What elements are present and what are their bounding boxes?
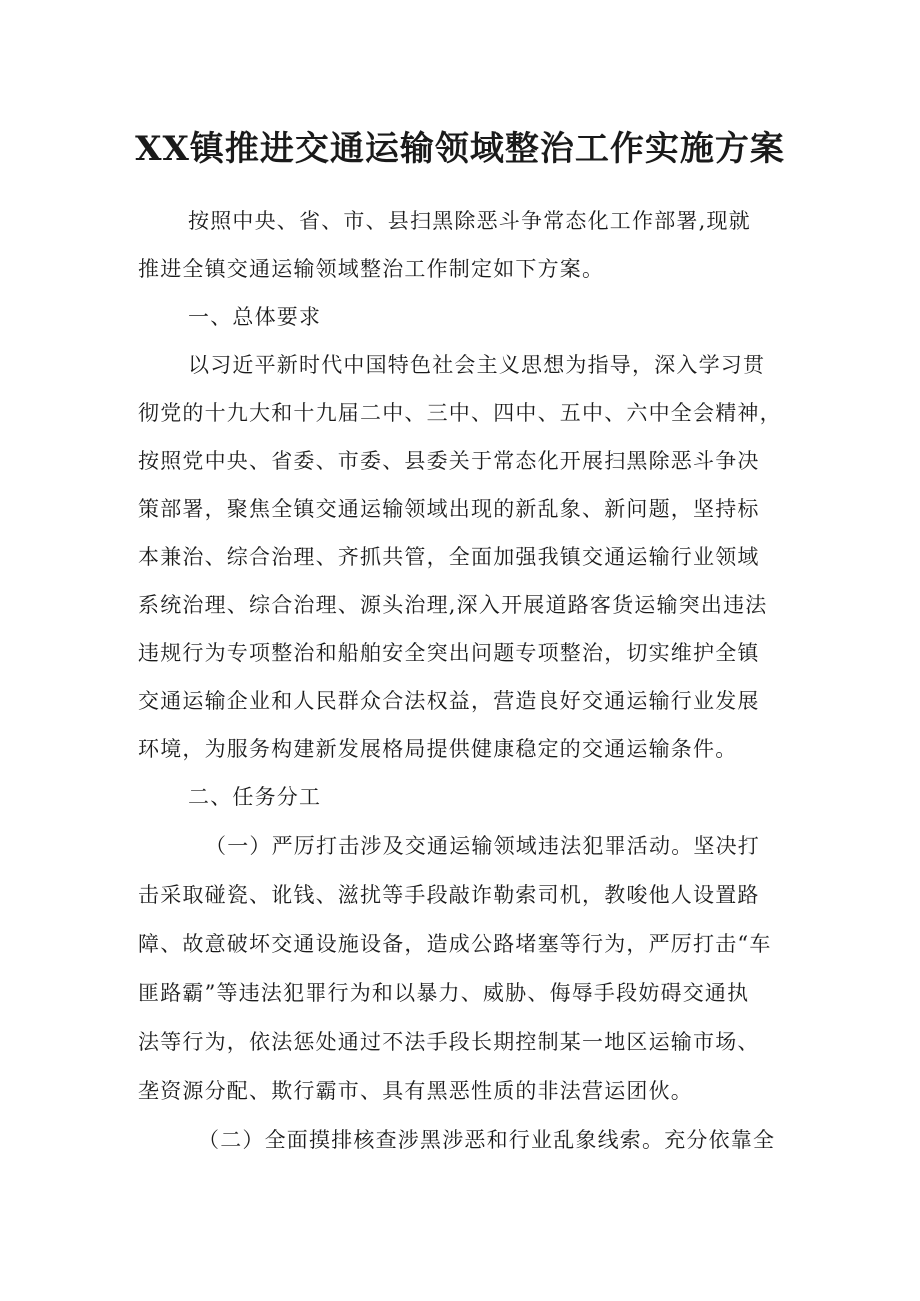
paragraph-line: 策部署，聚焦全镇交通运输领域出现的新乱象、新问题，坚持标 (138, 497, 760, 521)
paragraph-line: （一）严厉打击涉及交通运输领域违法犯罪活动。坚决打 (205, 834, 760, 858)
paragraph-line: 匪路霸”等违法犯罪行为和以暴力、威胁、侮辱手段妨碍交通执 (138, 981, 750, 1005)
paragraph-line: 系统治理、综合治理、源头治理,深入开展道路客货运输突出违法 (138, 593, 768, 617)
paragraph-line: 违规行为专项整治和船舶安全突出问题专项整治，切实维护全镇 (138, 641, 760, 665)
paragraph-line: 彻党的十九大和十九届二中、三中、四中、五中、六中全会精神， (138, 401, 782, 425)
paragraph-line: 以习近平新时代中国特色社会主义思想为指导，深入学习贯 (188, 353, 766, 377)
document-title: XX镇推进交通运输领域整治工作实施方案 (135, 129, 785, 169)
paragraph-line: 环境，为服务构建新发展格局提供健康稳定的交通运输条件。 (138, 737, 738, 761)
section-heading: 一、总体要求 (188, 305, 322, 329)
paragraph-line: 按照中央、省、市、县扫黑除恶斗争常态化工作部署,现就 (188, 209, 751, 233)
paragraph-line: 击采取碰瓷、讹钱、滋扰等手段敲诈勒索司机，教唆他人设置路 (138, 883, 760, 907)
paragraph-line: 推进全镇交通运输领域整治工作制定如下方案。 (138, 257, 605, 281)
paragraph-line: 交通运输企业和人民群众合法权益，营造良好交通运输行业发展 (138, 689, 760, 713)
paragraph-line: 垄资源分配、欺行霸市、具有黑恶性质的非法营运团伙。 (138, 1079, 693, 1103)
paragraph-line: 本兼治、综合治理、齐抓共管，全面加强我镇交通运输行业领域 (138, 545, 760, 569)
paragraph-line: 法等行为，依法惩处通过不法手段长期控制某一地区运输市场、 (138, 1030, 760, 1054)
paragraph-line: （二）全面摸排核查涉黑涉恶和行业乱象线索。充分依靠全 (198, 1128, 776, 1152)
section-heading: 二、任务分工 (188, 785, 322, 809)
paragraph-line: 障、故意破坏交通设施设备，造成公路堵塞等行为，严厉打击“车 (138, 932, 772, 956)
paragraph-line: 按照党中央、省委、市委、县委关于常态化开展扫黑除恶斗争决 (138, 449, 760, 473)
